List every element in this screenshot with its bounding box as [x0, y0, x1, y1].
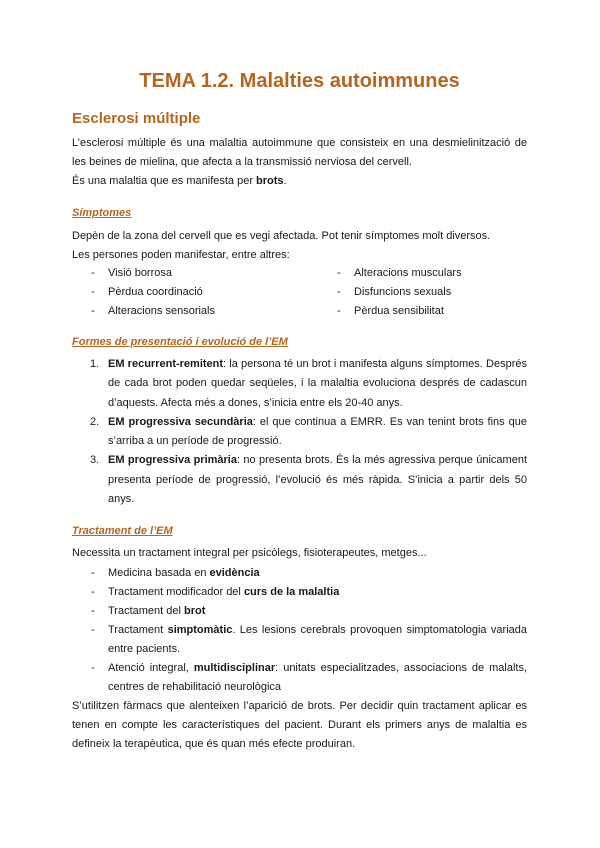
treatment-item-text: : unitats especialitzades, associacions de malalts, centres de rehabilitació neurològica — [108, 662, 528, 693]
treatment-item-bold: multidisciplinar — [193, 662, 276, 674]
symptoms-paragraph — [72, 227, 527, 265]
treatment-item-text: Tractament del — [108, 605, 185, 617]
intro-text-1: L’esclerosi múltiple és una malaltia autoimmune que consisteix en una desmielinització de les beines de mielina, que afecta a la transmissió nerviosa del cervell. — [72, 137, 527, 168]
form-item-text: : no presenta brots. És la més agressiva perque únicament presenta període de progressió, l’evolució és més ràpida. S’inicia a partir dels 50 anys. — [108, 454, 528, 506]
symptom-item: - Disfuncions sexuals — [318, 283, 527, 302]
symptom-item: - Pèrdua sensibilitat — [318, 302, 527, 321]
symptom-item: - Alteracions sensorials — [72, 302, 302, 321]
form-item-number: 3. — [90, 454, 100, 467]
section-heading: Esclerosi múltiple — [72, 110, 201, 127]
treatment-item — [72, 621, 527, 659]
treatment-item — [72, 564, 527, 583]
form-item — [72, 413, 527, 452]
treatment-item-bold: evidència — [209, 567, 260, 579]
intro-text-2-pre: És una malaltia que es manifesta per — [72, 175, 257, 187]
intro-text-2-post: . — [283, 175, 287, 187]
symptom-item: - Visió borrosa — [72, 264, 302, 283]
form-item — [72, 451, 527, 509]
treatment-heading: Tractament de l’EM — [72, 525, 173, 537]
treatment-item-bold: brot — [184, 605, 206, 617]
treatment-item-text: Tractament modificador del — [108, 586, 244, 598]
treatment-item-text: Atenció integral, — [108, 662, 194, 674]
symptoms-list-right — [318, 264, 527, 321]
form-item — [72, 355, 527, 413]
forms-list — [72, 355, 527, 509]
form-item-text: : el que continua a EMRR. Es van tenint brots fins que s’arriba a un període de progressió. — [108, 415, 527, 448]
treatment-closing: S’utilitzen fàrmacs que alenteixen l’aparició de brots. Per decidir quin tractament aplicar es tenen en compte les característiques del pacient. Durant els primers anys de malaltia es defineix la terapèutica, que és quan més efecte produiran. — [72, 700, 527, 750]
treatment-list — [72, 564, 527, 697]
treatment-item — [72, 659, 527, 697]
treatment-item-text: . Les lesions cerebrals provoquen simptomatologia variada entre pacients. — [108, 624, 527, 655]
symptom-item: - Alteracions musculars — [318, 264, 527, 283]
symptoms-line-1: Depèn de la zona del cervell que es vegi afectada. Pot tenir símptomes molt diversos. — [72, 230, 491, 242]
forms-heading: Formes de presentació i evolució de l’EM — [72, 336, 288, 348]
form-item-title: EM progressiva secundària — [108, 415, 253, 428]
treatment-item-bold: curs de la malaltia — [243, 586, 340, 598]
symptoms-list-left — [72, 264, 302, 321]
form-item-text: : la persona té un brot i manifesta alguns símptomes. Després de cada brot poden quedar seqüeles, i la malaltia evoluciona després de cadascun d’aquests. Afecta més a dones, s’inicia entre els 20-40 anys. — [108, 358, 527, 409]
form-item-title: EM recurrent-remitent — [108, 358, 224, 370]
treatment-item — [72, 602, 527, 621]
intro-paragraph — [72, 134, 527, 191]
symptoms-heading: Símptomes — [72, 207, 132, 219]
treatment-item — [72, 583, 527, 602]
symptom-item: - Pèrdua coordinació — [72, 283, 302, 302]
treatment-item-text: Medicina basada en — [108, 567, 210, 579]
form-item-number: 2. — [90, 415, 100, 428]
treatment-item-text: Tractament — [108, 624, 168, 636]
symptoms-line-2: Les persones poden manifestar, entre altres: — [72, 249, 290, 261]
intro-text-2-bold: brots — [256, 175, 284, 187]
treatment-item-bold: simptomàtic — [167, 624, 233, 636]
document-title: TEMA 1.2. Malalties autoimmunes — [139, 70, 460, 92]
form-item-title: EM progressiva primària — [108, 454, 237, 467]
form-item-number: 1. — [90, 358, 100, 370]
treatment-intro: Necessita un tractament integral per psicòlegs, fisioterapeutes, metges... — [72, 547, 427, 559]
